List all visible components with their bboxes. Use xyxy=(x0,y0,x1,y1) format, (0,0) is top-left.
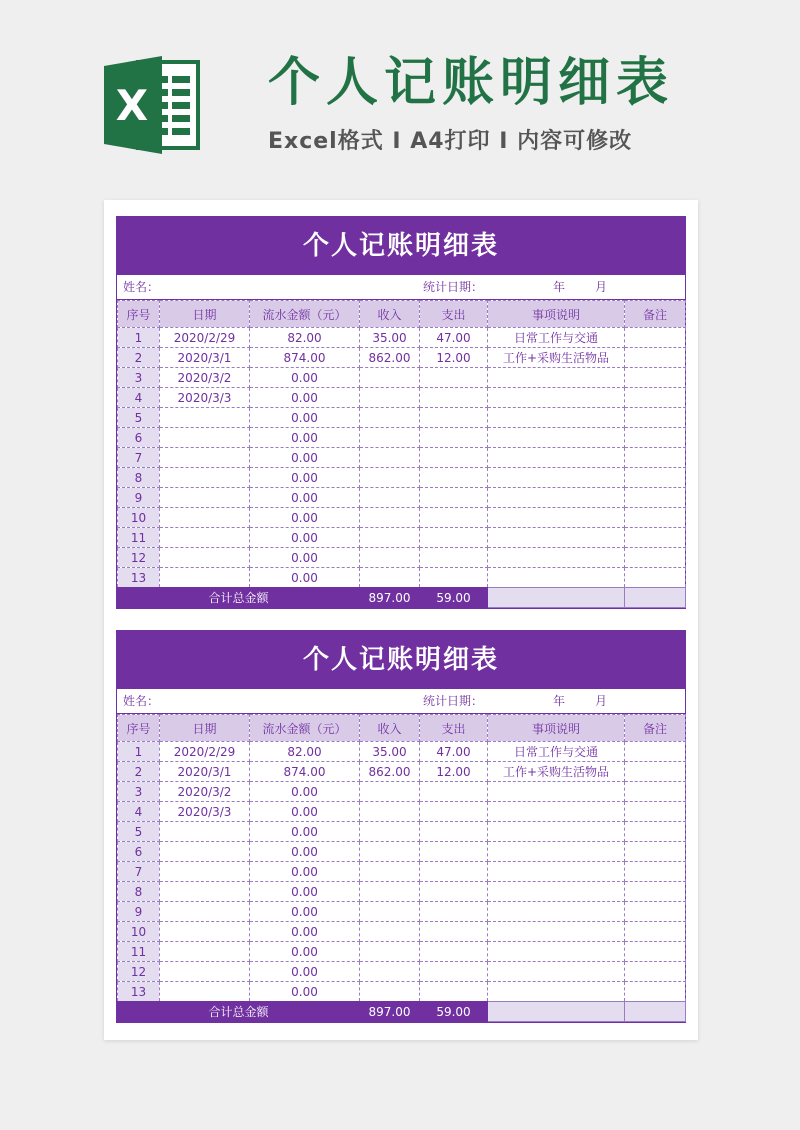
table-row xyxy=(118,822,686,842)
col-expense-cell[interactable] xyxy=(420,942,488,962)
col-description-cell[interactable] xyxy=(488,982,625,1002)
col-income-cell[interactable] xyxy=(360,468,420,488)
table-row xyxy=(118,842,686,862)
table-row xyxy=(118,388,686,408)
col-index-cell[interactable]: 3 xyxy=(118,368,160,388)
col-date-cell[interactable]: 2020/3/2 xyxy=(160,782,250,802)
table-row xyxy=(118,548,686,568)
table-row xyxy=(118,782,686,802)
col-date-cell[interactable] xyxy=(160,548,250,568)
table-row xyxy=(118,368,686,388)
ledger-sheet xyxy=(116,630,686,1023)
col-index-cell[interactable]: 1 xyxy=(118,742,160,762)
col-amount-cell[interactable]: 0.00 xyxy=(250,528,360,548)
col-income-cell[interactable] xyxy=(360,962,420,982)
col-description-cell[interactable] xyxy=(488,388,625,408)
col-income-cell[interactable] xyxy=(360,488,420,508)
col-income-header: 收入 xyxy=(360,301,420,328)
col-index-cell[interactable]: 5 xyxy=(118,822,160,842)
col-date-cell[interactable] xyxy=(160,528,250,548)
col-amount-cell[interactable]: 0.00 xyxy=(250,428,360,448)
col-income-cell[interactable] xyxy=(360,842,420,862)
col-amount-cell[interactable]: 0.00 xyxy=(250,468,360,488)
col-amount-cell[interactable]: 82.00 xyxy=(250,328,360,348)
col-income-cell[interactable] xyxy=(360,922,420,942)
col-amount-cell[interactable]: 0.00 xyxy=(250,408,360,428)
month-label: 月 xyxy=(595,280,608,294)
logo-letter: X xyxy=(115,81,149,130)
col-index-cell[interactable]: 10 xyxy=(118,922,160,942)
ledger-table xyxy=(117,714,686,1022)
col-index-cell[interactable]: 9 xyxy=(118,488,160,508)
table-row xyxy=(118,922,686,942)
col-remark-cell[interactable] xyxy=(625,902,686,922)
col-amount-cell[interactable]: 0.00 xyxy=(250,448,360,468)
col-income-cell[interactable] xyxy=(360,942,420,962)
col-remark-cell[interactable] xyxy=(625,448,686,468)
col-date-cell[interactable] xyxy=(160,508,250,528)
col-amount-cell[interactable]: 0.00 xyxy=(250,548,360,568)
page-subtitle: Excel格式 I A4打印 I 内容可修改 xyxy=(268,129,633,154)
col-expense-cell[interactable] xyxy=(420,508,488,528)
col-amount-cell[interactable]: 0.00 xyxy=(250,842,360,862)
name-label: 姓名： xyxy=(123,280,160,294)
table-row xyxy=(118,742,686,762)
col-expense-cell[interactable]: 47.00 xyxy=(420,328,488,348)
col-index-cell[interactable]: 13 xyxy=(118,982,160,1002)
table-row xyxy=(118,762,686,782)
col-income-cell[interactable] xyxy=(360,982,420,1002)
col-expense-cell[interactable] xyxy=(420,782,488,802)
month-label: 月 xyxy=(595,694,608,708)
col-income-cell[interactable] xyxy=(360,782,420,802)
col-remark-cell[interactable] xyxy=(625,922,686,942)
table-row xyxy=(118,568,686,588)
col-amount-cell[interactable]: 0.00 xyxy=(250,488,360,508)
col-remark-cell[interactable] xyxy=(625,802,686,822)
name-label: 姓名： xyxy=(123,694,160,708)
ledger-table xyxy=(117,300,686,608)
col-date-cell[interactable] xyxy=(160,428,250,448)
col-index-cell[interactable]: 8 xyxy=(118,468,160,488)
col-description-cell[interactable] xyxy=(488,922,625,942)
col-remark-cell[interactable] xyxy=(625,348,686,368)
col-description-cell[interactable] xyxy=(488,448,625,468)
col-income-cell[interactable] xyxy=(360,882,420,902)
col-date-cell[interactable] xyxy=(160,488,250,508)
total-expense: 59.00 xyxy=(420,588,488,608)
col-date-cell[interactable] xyxy=(160,882,250,902)
table-row xyxy=(118,468,686,488)
col-expense-cell[interactable] xyxy=(420,962,488,982)
col-income-cell[interactable] xyxy=(360,408,420,428)
col-expense-cell[interactable] xyxy=(420,548,488,568)
info-row xyxy=(117,275,685,300)
col-amount-cell[interactable]: 0.00 xyxy=(250,388,360,408)
col-amount-cell[interactable]: 0.00 xyxy=(250,942,360,962)
col-description-cell[interactable] xyxy=(488,862,625,882)
col-income-cell[interactable] xyxy=(360,568,420,588)
col-description-cell[interactable] xyxy=(488,468,625,488)
col-remark-cell[interactable] xyxy=(625,862,686,882)
col-description-cell[interactable] xyxy=(488,508,625,528)
col-remark-header: 备注 xyxy=(625,715,686,742)
col-description-cell[interactable] xyxy=(488,942,625,962)
total-blank-cell xyxy=(488,1002,625,1022)
col-remark-cell[interactable] xyxy=(625,882,686,902)
col-amount-cell[interactable]: 874.00 xyxy=(250,762,360,782)
col-remark-cell[interactable] xyxy=(625,328,686,348)
col-description-cell[interactable] xyxy=(488,902,625,922)
col-index-cell[interactable]: 4 xyxy=(118,388,160,408)
col-income-cell[interactable]: 35.00 xyxy=(360,328,420,348)
col-income-cell[interactable] xyxy=(360,528,420,548)
col-expense-cell[interactable]: 12.00 xyxy=(420,762,488,782)
col-date-cell[interactable]: 2020/2/29 xyxy=(160,328,250,348)
col-date-cell[interactable] xyxy=(160,922,250,942)
col-amount-cell[interactable]: 0.00 xyxy=(250,882,360,902)
col-remark-cell[interactable] xyxy=(625,468,686,488)
col-amount-cell[interactable]: 0.00 xyxy=(250,862,360,882)
col-date-cell[interactable] xyxy=(160,862,250,882)
total-income: 897.00 xyxy=(360,588,420,608)
col-date-cell[interactable] xyxy=(160,408,250,428)
col-remark-cell[interactable] xyxy=(625,942,686,962)
total-income: 897.00 xyxy=(360,1002,420,1022)
sheet-title: 个人记账明细表 xyxy=(117,631,685,689)
col-index-cell[interactable]: 7 xyxy=(118,448,160,468)
col-expense-cell[interactable] xyxy=(420,882,488,902)
col-index-header: 序号 xyxy=(118,715,160,742)
col-expense-cell[interactable] xyxy=(420,448,488,468)
col-amount-cell[interactable]: 0.00 xyxy=(250,802,360,822)
col-amount-cell[interactable]: 0.00 xyxy=(250,508,360,528)
col-index-cell[interactable]: 6 xyxy=(118,842,160,862)
col-amount-cell[interactable]: 0.00 xyxy=(250,368,360,388)
col-amount-cell[interactable]: 0.00 xyxy=(250,568,360,588)
total-row xyxy=(118,1002,686,1022)
col-index-cell[interactable]: 11 xyxy=(118,528,160,548)
col-amount-cell[interactable]: 82.00 xyxy=(250,742,360,762)
date-label: 统计日期： xyxy=(423,280,484,294)
col-expense-cell[interactable] xyxy=(420,408,488,428)
col-description-cell[interactable] xyxy=(488,368,625,388)
col-remark-cell[interactable] xyxy=(625,548,686,568)
page-title: 个人记账明细表 xyxy=(268,53,675,113)
col-expense-cell[interactable] xyxy=(420,468,488,488)
col-remark-cell[interactable] xyxy=(625,762,686,782)
col-index-cell[interactable]: 6 xyxy=(118,428,160,448)
info-row xyxy=(117,689,685,714)
col-index-cell[interactable]: 7 xyxy=(118,862,160,882)
table-row xyxy=(118,982,686,1002)
col-index-cell[interactable]: 3 xyxy=(118,782,160,802)
col-description-cell[interactable] xyxy=(488,528,625,548)
col-date-cell[interactable] xyxy=(160,902,250,922)
table-row xyxy=(118,862,686,882)
col-remark-header: 备注 xyxy=(625,301,686,328)
col-remark-cell[interactable] xyxy=(625,508,686,528)
col-expense-cell[interactable] xyxy=(420,528,488,548)
col-description-cell[interactable] xyxy=(488,842,625,862)
col-date-cell[interactable] xyxy=(160,982,250,1002)
col-expense-header: 支出 xyxy=(420,301,488,328)
col-income-cell[interactable] xyxy=(360,428,420,448)
year-label: 年 xyxy=(553,280,566,294)
col-description-cell[interactable] xyxy=(488,428,625,448)
excel-logo-icon xyxy=(104,56,204,154)
col-description-cell[interactable] xyxy=(488,782,625,802)
table-row xyxy=(118,428,686,448)
col-amount-cell[interactable]: 0.00 xyxy=(250,982,360,1002)
col-index-cell[interactable]: 11 xyxy=(118,942,160,962)
col-description-cell[interactable]: 日常工作与交通 xyxy=(488,328,625,348)
col-index-header: 序号 xyxy=(118,301,160,328)
col-remark-cell[interactable] xyxy=(625,388,686,408)
col-index-cell[interactable]: 12 xyxy=(118,962,160,982)
table-header-row xyxy=(118,715,686,742)
total-expense: 59.00 xyxy=(420,1002,488,1022)
year-label: 年 xyxy=(553,694,566,708)
col-expense-cell[interactable] xyxy=(420,842,488,862)
col-expense-cell[interactable] xyxy=(420,368,488,388)
col-remark-cell[interactable] xyxy=(625,742,686,762)
col-description-cell[interactable]: 工作+采购生活物品 xyxy=(488,348,625,368)
table-row xyxy=(118,902,686,922)
col-index-cell[interactable]: 12 xyxy=(118,548,160,568)
table-row xyxy=(118,348,686,368)
col-index-cell[interactable]: 4 xyxy=(118,802,160,822)
col-income-header: 收入 xyxy=(360,715,420,742)
date-label: 统计日期： xyxy=(423,694,484,708)
total-blank-cell xyxy=(625,588,686,608)
col-expense-cell[interactable] xyxy=(420,802,488,822)
col-date-cell[interactable]: 2020/3/2 xyxy=(160,368,250,388)
col-expense-cell[interactable]: 12.00 xyxy=(420,348,488,368)
table-row xyxy=(118,962,686,982)
col-remark-cell[interactable] xyxy=(625,368,686,388)
col-expense-cell[interactable]: 47.00 xyxy=(420,742,488,762)
col-description-cell[interactable] xyxy=(488,822,625,842)
col-income-cell[interactable] xyxy=(360,508,420,528)
total-blank-cell xyxy=(488,588,625,608)
col-date-cell[interactable]: 2020/3/1 xyxy=(160,762,250,782)
col-income-cell[interactable] xyxy=(360,822,420,842)
col-expense-cell[interactable] xyxy=(420,428,488,448)
col-index-cell[interactable]: 10 xyxy=(118,508,160,528)
col-amount-cell[interactable]: 0.00 xyxy=(250,822,360,842)
table-row xyxy=(118,488,686,508)
table-header-row xyxy=(118,301,686,328)
col-description-cell[interactable] xyxy=(488,962,625,982)
total-label: 合计总金额 xyxy=(118,588,360,608)
col-remark-cell[interactable] xyxy=(625,982,686,1002)
col-expense-cell[interactable] xyxy=(420,862,488,882)
col-index-cell[interactable]: 13 xyxy=(118,568,160,588)
col-expense-cell[interactable] xyxy=(420,822,488,842)
col-date-header: 日期 xyxy=(160,301,250,328)
page-header xyxy=(0,0,800,180)
table-row xyxy=(118,528,686,548)
col-date-cell[interactable] xyxy=(160,448,250,468)
total-blank-cell xyxy=(625,1002,686,1022)
col-index-cell[interactable]: 5 xyxy=(118,408,160,428)
col-description-cell[interactable]: 日常工作与交通 xyxy=(488,742,625,762)
col-amount-cell[interactable]: 0.00 xyxy=(250,962,360,982)
col-index-cell[interactable]: 9 xyxy=(118,902,160,922)
col-date-cell[interactable] xyxy=(160,568,250,588)
col-amount-header: 流水金额（元） xyxy=(250,715,360,742)
col-income-cell[interactable] xyxy=(360,548,420,568)
col-date-cell[interactable] xyxy=(160,942,250,962)
col-description-cell[interactable] xyxy=(488,408,625,428)
col-income-cell[interactable]: 862.00 xyxy=(360,762,420,782)
col-index-cell[interactable]: 2 xyxy=(118,348,160,368)
col-income-cell[interactable] xyxy=(360,448,420,468)
col-index-cell[interactable]: 2 xyxy=(118,762,160,782)
col-income-cell[interactable] xyxy=(360,802,420,822)
col-remark-cell[interactable] xyxy=(625,528,686,548)
col-description-header: 事项说明 xyxy=(488,301,625,328)
col-expense-cell[interactable] xyxy=(420,488,488,508)
col-amount-cell[interactable]: 0.00 xyxy=(250,902,360,922)
col-amount-header: 流水金额（元） xyxy=(250,301,360,328)
col-description-cell[interactable] xyxy=(488,488,625,508)
table-row xyxy=(118,448,686,468)
col-remark-cell[interactable] xyxy=(625,842,686,862)
col-amount-cell[interactable]: 0.00 xyxy=(250,782,360,802)
col-date-header: 日期 xyxy=(160,715,250,742)
table-row xyxy=(118,408,686,428)
col-description-cell[interactable] xyxy=(488,882,625,902)
col-remark-cell[interactable] xyxy=(625,782,686,802)
table-row xyxy=(118,942,686,962)
col-description-header: 事项说明 xyxy=(488,715,625,742)
col-expense-header: 支出 xyxy=(420,715,488,742)
table-row xyxy=(118,508,686,528)
col-income-cell[interactable] xyxy=(360,862,420,882)
col-remark-cell[interactable] xyxy=(625,488,686,508)
col-description-cell[interactable] xyxy=(488,568,625,588)
col-description-cell[interactable] xyxy=(488,548,625,568)
col-date-cell[interactable] xyxy=(160,842,250,862)
sheet-title: 个人记账明细表 xyxy=(117,217,685,275)
total-row xyxy=(118,588,686,608)
col-remark-cell[interactable] xyxy=(625,428,686,448)
col-income-cell[interactable]: 862.00 xyxy=(360,348,420,368)
col-description-cell[interactable]: 工作+采购生活物品 xyxy=(488,762,625,782)
col-expense-cell[interactable] xyxy=(420,568,488,588)
total-label: 合计总金额 xyxy=(118,1002,360,1022)
table-row xyxy=(118,328,686,348)
col-expense-cell[interactable] xyxy=(420,922,488,942)
col-date-cell[interactable]: 2020/2/29 xyxy=(160,742,250,762)
col-date-cell[interactable]: 2020/3/3 xyxy=(160,388,250,408)
col-date-cell[interactable] xyxy=(160,468,250,488)
col-date-cell[interactable]: 2020/3/3 xyxy=(160,802,250,822)
col-remark-cell[interactable] xyxy=(625,408,686,428)
col-expense-cell[interactable] xyxy=(420,902,488,922)
col-index-cell[interactable]: 8 xyxy=(118,882,160,902)
col-date-cell[interactable] xyxy=(160,822,250,842)
col-index-cell[interactable]: 1 xyxy=(118,328,160,348)
col-expense-cell[interactable] xyxy=(420,982,488,1002)
col-remark-cell[interactable] xyxy=(625,568,686,588)
col-income-cell[interactable]: 35.00 xyxy=(360,742,420,762)
col-income-cell[interactable] xyxy=(360,902,420,922)
ledger-sheet xyxy=(116,216,686,609)
col-expense-cell[interactable] xyxy=(420,388,488,408)
col-income-cell[interactable] xyxy=(360,388,420,408)
col-remark-cell[interactable] xyxy=(625,962,686,982)
col-description-cell[interactable] xyxy=(488,802,625,822)
table-row xyxy=(118,882,686,902)
col-amount-cell[interactable]: 874.00 xyxy=(250,348,360,368)
col-remark-cell[interactable] xyxy=(625,822,686,842)
col-date-cell[interactable] xyxy=(160,962,250,982)
col-date-cell[interactable]: 2020/3/1 xyxy=(160,348,250,368)
col-amount-cell[interactable]: 0.00 xyxy=(250,922,360,942)
col-income-cell[interactable] xyxy=(360,368,420,388)
table-row xyxy=(118,802,686,822)
